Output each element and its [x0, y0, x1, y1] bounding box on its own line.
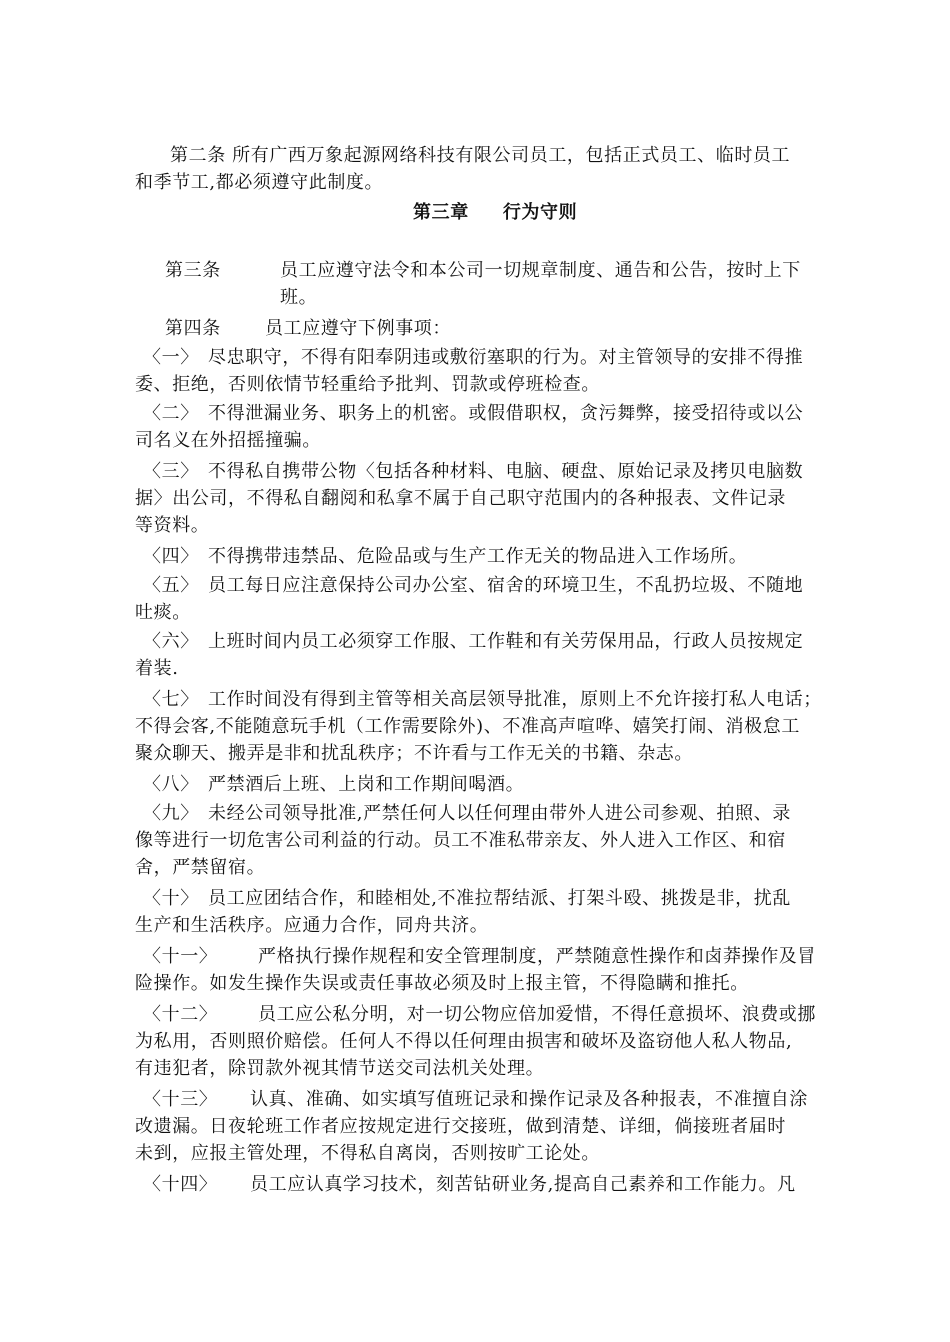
article-3-line-2: 班。 [280, 287, 318, 308]
list-item-number: 〈十一〉 [143, 946, 218, 967]
list-item-number: 〈五〉 [143, 575, 199, 596]
list-item-line: 严禁酒后上班、上岗和工作期间喝酒。 [208, 774, 525, 795]
list-item-number: 〈六〉 [143, 631, 199, 652]
list-item-line: 聚众聊天、搬弄是非和扰乱秩序；不许看与工作无关的书籍、杂志。 [135, 743, 693, 764]
list-item-line: 工作时间没有得到主管等相关高层领导批准，原则上不允许接打私人电话； [208, 689, 822, 710]
article-2-line-2: 和季节工,都必须遵守此制度。 [135, 172, 384, 193]
list-item-line: 员工应公私分明，对一切公物应倍加爱惜，不得任意损坏、浪费或挪 [258, 1004, 816, 1025]
list-item-number: 〈一〉 [143, 347, 199, 368]
list-item-line: 严格执行操作规程和安全管理制度，严禁随意性操作和卤莽操作及冒 [258, 946, 816, 967]
list-item-number: 〈三〉 [143, 461, 199, 482]
list-item-line: 生产和生活秩序。应通力合作，同舟共济。 [135, 915, 489, 936]
list-item-line: 不得私自携带公物〈包括各种材料、电脑、硬盘、原始记录及拷贝电脑数 [208, 461, 804, 482]
list-item-line: 改遗漏。日夜轮班工作者应按规定进行交接班，做到清楚、详细，倘接班者届时 [135, 1116, 786, 1137]
list-item-line: 不得携带违禁品、危险品或与生产工作无关的物品进入工作场所。 [208, 546, 748, 567]
list-item-line: 司名义在外招摇撞骗。 [135, 430, 321, 451]
article-3-label: 第三条 [165, 260, 221, 281]
list-item-line: 险操作。如发生操作失误或责任事故必须及时上报主管，不得隐瞒和推托。 [135, 973, 749, 994]
list-item-line: 员工每日应注意保持公司办公室、宿舍的环境卫生，不乱扔垃圾、不随地 [208, 575, 804, 596]
list-item-number: 〈二〉 [143, 403, 199, 424]
article-4-label: 第四条 [165, 318, 221, 339]
list-item-line: 有违犯者，除罚款外视其情节送交司法机关处理。 [135, 1058, 545, 1079]
list-item-line: 据〉出公司，不得私自翻阅和私拿不属于自己职守范围内的各种报表、文件记录 [135, 488, 786, 509]
list-item-number: 〈十三〉 [143, 1089, 218, 1110]
article-2-line-1: 第二条 所有广西万象起源网络科技有限公司员工，包括正式员工、临时员工 [170, 145, 791, 166]
list-item-line: 着装. [135, 658, 179, 679]
list-item-line: 未到，应报主管处理，不得私自离岗，否则按旷工论处。 [135, 1143, 600, 1164]
list-item-line: 认真、准确、如实填写值班记录和操作记录及各种报表，不准擅自涂 [250, 1089, 808, 1110]
chapter-heading [413, 200, 577, 226]
list-item-line: 吐痰。 [135, 602, 191, 623]
article-4-text: 员工应遵守下例事项： [265, 318, 451, 339]
chapter-number: 第三章 [413, 202, 469, 223]
list-item-line: 员工应认真学习技术，刻苦钻研业务,提高自己素养和工作能力。凡 [250, 1174, 796, 1195]
list-item-line: 为私用，否则照价赔偿。任何人不得以任何理由损害和破坏及盗窃他人私人物品, [135, 1031, 793, 1052]
list-item-line: 等资料。 [135, 515, 210, 536]
list-item-number: 〈十二〉 [143, 1004, 218, 1025]
list-item-line: 不得会客,不能随意玩手机（工作需要除外)、不准高声喧哗、嬉笑打闹、消极怠工 [135, 716, 800, 737]
list-item-line: 不得泄漏业务、职务上的机密。或假借职权，贪污舞弊，接受招待或以公 [208, 403, 804, 424]
list-item-line: 上班时间内员工必须穿工作服、工作鞋和有关劳保用品，行政人员按规定 [208, 631, 804, 652]
list-item-line: 像等进行一切危害公司利益的行动。员工不准私带亲友、外人进入工作区、和宿 [135, 830, 786, 851]
list-item-line: 舍，严禁留宿。 [135, 857, 266, 878]
chapter-name: 行为守则 [502, 202, 578, 223]
list-item-line: 员工应团结合作，和睦相处,不准拉帮结派、打架斗殴、挑拨是非，扰乱 [208, 888, 791, 909]
list-item-line: 未经公司领导批准,严禁任何人以任何理由带外人进公司参观、拍照、录 [208, 803, 791, 824]
list-item-number: 〈九〉 [143, 803, 199, 824]
list-item-number: 〈八〉 [143, 774, 199, 795]
article-3-line-1: 员工应遵守法令和本公司一切规章制度、通告和公告，按时上下 [280, 260, 801, 281]
list-item-number: 〈七〉 [143, 689, 199, 710]
list-item-number: 〈四〉 [143, 546, 199, 567]
list-item-line: 委、拒绝，否则依情节轻重给予批判、罚款或停班检查。 [135, 374, 600, 395]
list-item-number: 〈十四〉 [143, 1174, 218, 1195]
list-item-line: 尽忠职守，不得有阳奉阴违或敷衍塞职的行为。对主管领导的安排不得推 [208, 347, 804, 368]
list-item-number: 〈十〉 [143, 888, 199, 909]
